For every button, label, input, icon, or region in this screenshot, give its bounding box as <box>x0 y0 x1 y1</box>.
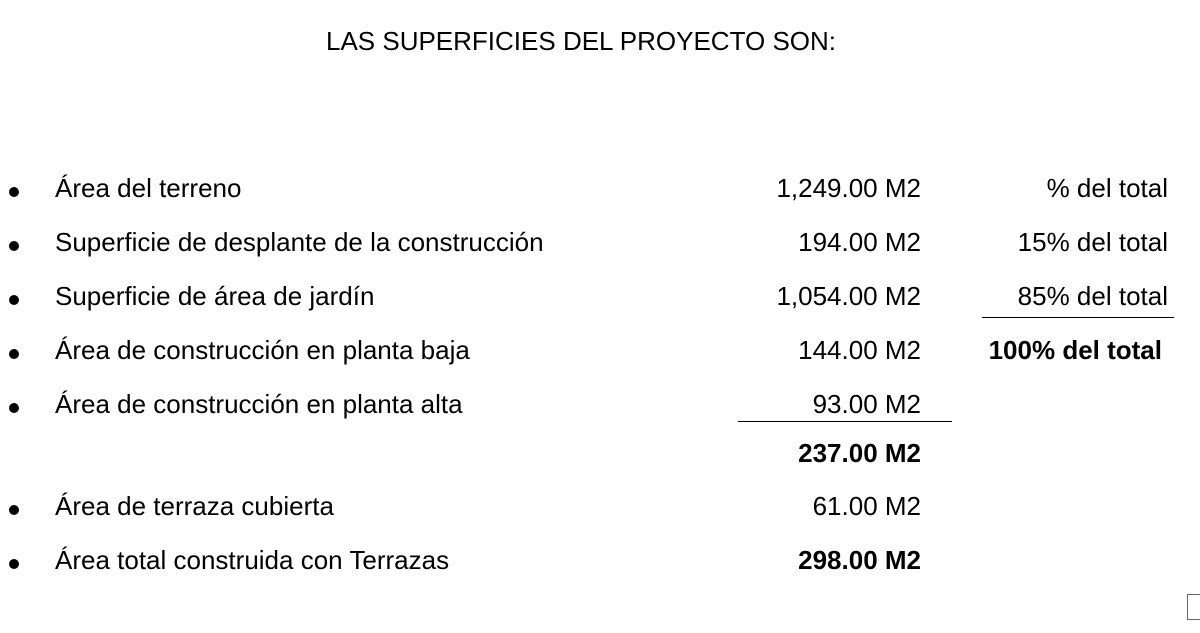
list-item <box>0 227 1200 275</box>
subtotal-row <box>0 438 1200 486</box>
bullet-icon <box>9 295 19 305</box>
item-percent-total: 100% del total <box>988 335 1162 365</box>
bullet-icon <box>9 187 19 197</box>
page-corner-marker <box>1187 594 1200 620</box>
item-label: Área de construcción en planta alta <box>55 389 463 419</box>
bullet-icon <box>9 241 19 251</box>
item-value: 1,054.00 M2 <box>776 281 921 311</box>
document-title: LAS SUPERFICIES DEL PROYECTO SON: <box>325 26 837 56</box>
list-item <box>0 281 1200 329</box>
list-item <box>0 173 1200 221</box>
bullet-icon <box>9 349 19 359</box>
item-value: 61.00 M2 <box>812 491 921 521</box>
item-label: Área de terraza cubierta <box>55 491 334 521</box>
item-value: 1,249.00 M2 <box>776 173 921 203</box>
list-item <box>0 545 1200 593</box>
item-label: Superficie de desplante de la construcción <box>55 227 544 257</box>
bullet-icon <box>9 559 19 569</box>
item-label: Área de construcción en planta baja <box>55 335 470 365</box>
total-value: 298.00 M2 <box>798 545 921 575</box>
list-item <box>0 335 1200 383</box>
item-label: Superficie de área de jardín <box>55 281 375 311</box>
list-item <box>0 491 1200 539</box>
item-percent: % del total <box>1046 173 1168 203</box>
item-value: 93.00 M2 <box>812 389 921 419</box>
item-value: 194.00 M2 <box>798 227 921 257</box>
percent-sum-rule <box>982 317 1174 318</box>
item-percent: 15% del total <box>1017 227 1168 257</box>
item-percent: 85% del total <box>1017 281 1168 311</box>
item-label: Área del terreno <box>55 173 242 203</box>
item-label: Área total construida con Terrazas <box>55 545 450 575</box>
bullet-icon <box>9 505 19 515</box>
item-value: 144.00 M2 <box>798 335 921 365</box>
subtotal-value: 237.00 M2 <box>798 438 921 468</box>
bullet-icon <box>9 403 19 413</box>
value-sum-rule <box>738 421 952 422</box>
list-item <box>0 389 1200 437</box>
